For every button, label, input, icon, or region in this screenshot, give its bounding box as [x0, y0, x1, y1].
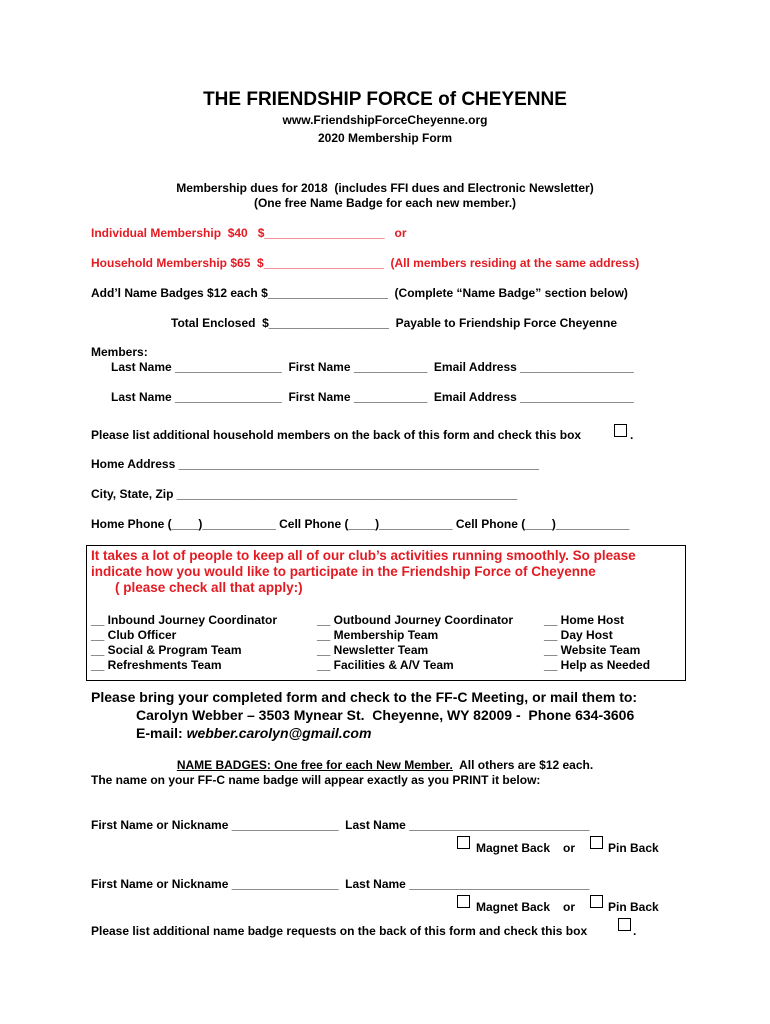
or-label: or: [563, 841, 575, 855]
members-label: Members:: [91, 345, 148, 359]
household-membership-label[interactable]: [91, 256, 639, 270]
volunteer-option[interactable]: __ Refreshments Team: [91, 658, 222, 672]
form-name: 2020 Membership Form: [317, 131, 453, 145]
magnet-back-label: Magnet Back: [476, 900, 551, 914]
additional-badges-note: Please list additional name badge requests on the back of this form and check this box: [91, 924, 588, 938]
name-badges-line[interactable]: Add’l Name Badges $12 each $__________________ (Complete “Name Badge” section below): [91, 286, 628, 300]
badge-name-row-2[interactable]: First Name or Nickname ________________ Last Name ___________________________: [91, 877, 590, 891]
volunteer-option[interactable]: __ Inbound Journey Coordinator: [91, 613, 278, 627]
website-url: www.FriendshipForceCheyenne.org: [282, 113, 488, 127]
pin-back-label: Pin Back: [608, 841, 659, 855]
volunteer-intro-2: indicate how you would like to participate in the Friendship Force of Cheyenne: [91, 564, 596, 579]
email-label: E-mail:: [136, 725, 183, 741]
name-badges-heading-rest: All others are $12 each.: [452, 758, 594, 772]
individual-membership-line[interactable]: Individual Membership $40 $__________________ or: [91, 226, 407, 240]
volunteer-option[interactable]: __ Club Officer: [91, 628, 177, 642]
city-state-zip-field[interactable]: City, State, Zip ___________________________________________________: [91, 487, 518, 501]
volunteer-column-3: [544, 613, 650, 673]
period: .: [633, 924, 637, 938]
additional-badges-checkbox[interactable]: [618, 918, 631, 931]
volunteer-option[interactable]: __ Outbound Journey Coordinator: [317, 613, 514, 627]
pin-back-checkbox-2[interactable]: [590, 895, 603, 908]
volunteer-box: [86, 545, 686, 681]
pin-back-checkbox-1[interactable]: [590, 836, 603, 849]
magnet-back-checkbox-2[interactable]: [457, 895, 470, 908]
volunteer-option[interactable]: __ Day Host: [544, 628, 613, 642]
mail-address: Carolyn Webber – 3503 Mynear St. Cheyenne, WY 82009 - Phone 634-3606: [136, 707, 635, 723]
magnet-back-label: Magnet Back: [476, 841, 551, 855]
volunteer-intro-3: ( please check all that apply:): [115, 580, 303, 595]
pin-back-label: Pin Back: [608, 900, 659, 914]
name-badges-subheading: The name on your FF-C name badge will appear exactly as you PRINT it below:: [91, 773, 541, 787]
volunteer-option[interactable]: __ Help as Needed: [544, 658, 651, 672]
member-row-2[interactable]: Last Name ________________ First Name ___________ Email Address _________________: [111, 390, 634, 404]
email-line: [136, 725, 371, 741]
volunteer-option[interactable]: __ Social & Program Team: [91, 643, 242, 657]
badge-name-row-1[interactable]: First Name or Nickname ________________ Last Name ___________________________: [91, 818, 590, 832]
volunteer-option[interactable]: __ Home Host: [544, 613, 625, 627]
badge-info: (One free Name Badge for each new member.): [253, 196, 517, 210]
phones-field[interactable]: Home Phone (____)___________ Cell Phone (____)___________ Cell Phone (____)___________: [91, 517, 630, 531]
volunteer-option[interactable]: __ Website Team: [544, 643, 641, 657]
name-badges-heading: [0, 758, 770, 772]
magnet-back-checkbox-1[interactable]: [457, 836, 470, 849]
volunteer-option[interactable]: __ Membership Team: [317, 628, 439, 642]
volunteer-column-1: [91, 613, 277, 673]
volunteer-option[interactable]: __ Facilities & A/V Team: [317, 658, 454, 672]
household-members-checkbox[interactable]: [614, 424, 627, 437]
total-enclosed-line[interactable]: Total Enclosed $__________________ Payable to Friendship Force Cheyenne: [171, 316, 617, 330]
email-address: webber.carolyn@gmail.com: [186, 725, 372, 741]
household-note: Please list additional household members on the back of this form and check this box: [91, 428, 582, 442]
dues-info: Membership dues for 2018 (includes FFI dues and Electronic Newsletter): [176, 181, 594, 195]
or-label: or: [563, 900, 575, 914]
member-row-1[interactable]: Last Name ________________ First Name ___________ Email Address _________________: [111, 360, 634, 374]
period: .: [630, 428, 634, 442]
volunteer-column-2: [317, 613, 513, 673]
name-badges-heading-underlined: NAME BADGES: One free for each New Member.: [176, 758, 453, 772]
mail-instructions: Please bring your completed form and check to the FF-C Meeting, or mail them to:: [91, 689, 638, 705]
volunteer-option[interactable]: __ Newsletter Team: [317, 643, 429, 657]
home-address-field[interactable]: Home Address ______________________________________________________: [91, 457, 539, 471]
volunteer-intro-1: It takes a lot of people to keep all of our club’s activities running smoothly. So please: [91, 548, 636, 563]
page-title: THE FRIENDSHIP FORCE of CHEYENNE: [203, 89, 567, 110]
household-membership-text: Household Membership $65 $__________________ (All members residing at the same address): [91, 256, 640, 270]
